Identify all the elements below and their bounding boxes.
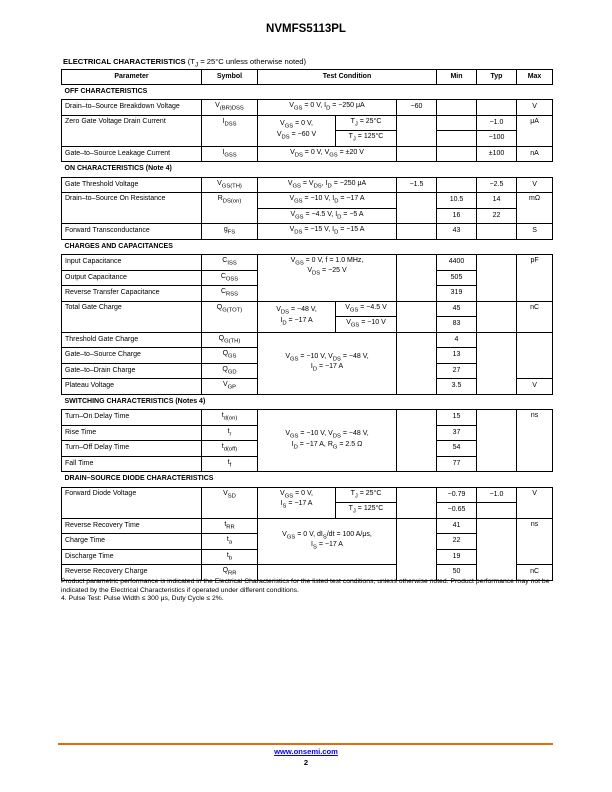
max-idss-a: −1.0 <box>477 115 517 131</box>
max-rr <box>477 518 517 580</box>
sym-crss: $C_{RSS}$ <box>202 286 258 302</box>
param-qg: Total Gate Charge <box>62 301 202 332</box>
param-qrr: Reverse Recovery Charge <box>62 565 202 581</box>
footer-divider <box>58 743 553 745</box>
part-number-title: NVMFS5113PL <box>266 23 346 35</box>
section-title <box>63 57 306 69</box>
row-qg-a <box>62 301 553 317</box>
unit-cap: pF <box>517 255 553 302</box>
cond-qg: $V_{DS} = -48$ V, $I_D = -17$ A <box>258 301 336 332</box>
unit-qrr: nC <box>517 565 553 581</box>
sym-qg: $Q_{G(TOT)}$ <box>202 301 258 332</box>
min-cap <box>397 255 437 302</box>
typ-vgp: 3.5 <box>437 379 477 395</box>
min-qg <box>397 301 437 332</box>
cond-vsd-a: $T_J = 25^\circ C$ <box>336 487 397 503</box>
sym-qgs: $Q_{GS}$ <box>202 348 258 364</box>
sym-ciss: $C_{ISS}$ <box>202 255 258 271</box>
param-gfs: Forward Transconductance <box>62 224 202 240</box>
typ-trr: 41 <box>437 518 477 534</box>
typ-ciss: 4400 <box>437 255 477 271</box>
col-header-symbol: Symbol <box>202 70 258 85</box>
typ-tr: 37 <box>437 425 477 441</box>
typ-crss: 319 <box>437 286 477 302</box>
cond-igss: $V_{DS} = 0$ V, $V_{GS} = \pm 20$ V <box>258 146 397 162</box>
unit-vsd: V <box>517 487 553 518</box>
param-tdon: Turn–On Delay Time <box>62 410 202 426</box>
group-off: OFF CHARACTERISTICS <box>62 84 553 100</box>
max-rdson-a: 14 <box>477 193 517 209</box>
max-bvdss <box>477 100 517 116</box>
typ-gfs: 43 <box>437 224 477 240</box>
sym-idss: $I_{DSS}$ <box>202 115 258 146</box>
max-gfs <box>477 224 517 240</box>
param-vgsth: Gate Threshold Voltage <box>62 177 202 193</box>
row-tdon <box>62 410 553 426</box>
typ-tdon: 15 <box>437 410 477 426</box>
max-qgx <box>477 332 517 394</box>
param-vsd: Forward Diode Voltage <box>62 487 202 518</box>
row-bvdss <box>62 100 553 116</box>
param-ta: Charge Time <box>62 534 202 550</box>
min-rr <box>397 518 437 580</box>
group-charges: CHARGES AND CAPACITANCES <box>62 239 553 255</box>
max-vgsth: −2.5 <box>477 177 517 193</box>
min-gfs <box>397 224 437 240</box>
param-qgd: Gate–to–Drain Charge <box>62 363 202 379</box>
sym-gfs: $g_{FS}$ <box>202 224 258 240</box>
param-tb: Discharge Time <box>62 549 202 565</box>
cond-idss-a: $T_J = 25^\circ C$ <box>336 115 397 131</box>
typ-qgs: 13 <box>437 348 477 364</box>
row-qgth <box>62 332 553 348</box>
typ-idss-b <box>437 131 477 147</box>
param-tf: Fall Time <box>62 456 202 472</box>
sym-bvdss: $V_{(BR)DSS}$ <box>202 100 258 116</box>
cond-gate-charge: $V_{GS} = -10$ V, $V_{DS} = -48$ V, $I_D = -17$ A <box>258 332 397 394</box>
cond-qg-b: $V_{GS} = -10$ V <box>336 317 397 333</box>
param-qgth: Threshold Gate Charge <box>62 332 202 348</box>
cond-recovery: $V_{GS} = 0$ V, $dI_S/dt = 100$ A/μs, $I_S = -17$ A <box>258 518 397 565</box>
min-bvdss: −60 <box>397 100 437 116</box>
cond-switching: $V_{GS} = -10$ V, $V_{DS} = -48$ V, $I_D = -17$ A, $R_G = 2.5$ Ω <box>258 410 397 472</box>
max-vsd-b <box>477 503 517 519</box>
typ-vsd-b: −0.65 <box>437 503 477 519</box>
min-sw <box>397 410 437 472</box>
param-vgp: Plateau Voltage <box>62 379 202 395</box>
col-header-max: Max <box>517 70 553 85</box>
col-header-test-condition: Test Condition <box>258 70 437 85</box>
cond-vsd: $V_{GS} = 0$ V, $I_S = -17$ A <box>258 487 336 518</box>
cond-bvdss: $V_{GS} = 0$ V, $I_D = -250$ μA <box>258 100 397 116</box>
typ-vsd-a: −0.79 <box>437 487 477 503</box>
min-idss <box>397 115 437 146</box>
sym-qrr: $Q_{RR}$ <box>202 565 258 581</box>
sym-vsd: $V_{SD}$ <box>202 487 258 518</box>
typ-qgth: 4 <box>437 332 477 348</box>
unit-vgsth: V <box>517 177 553 193</box>
param-qgs: Gate–to–Source Charge <box>62 348 202 364</box>
sym-igss: $I_{GSS}$ <box>202 146 258 162</box>
characteristics-body <box>61 84 553 581</box>
cond-vgsth: $V_{GS} = V_{DS}$, $I_D = -250$ μA <box>258 177 397 193</box>
sym-tf: $t_f$ <box>202 456 258 472</box>
unit-qgx <box>517 332 553 379</box>
max-sw <box>477 410 517 472</box>
typ-qg-b: 83 <box>437 317 477 333</box>
unit-bvdss: V <box>517 100 553 116</box>
cond-gfs: $V_{DS} = -15$ V, $I_D = -15$ A <box>258 224 397 240</box>
param-coss: Output Capacitance <box>62 270 202 286</box>
disclaimer-text: Product parametric performance is indicated in the Electrical Characteristics for the listed test conditions, unless otherwise noted. Product performance may not be indicated by the Electrical Characteristics if operated under different conditions. <box>61 578 550 594</box>
unit-trr: ns <box>517 518 553 565</box>
typ-ta: 22 <box>437 534 477 550</box>
param-tr: Rise Time <box>62 425 202 441</box>
col-header-typ: Typ <box>477 70 517 85</box>
cond-idss: $V_{GS} = 0$ V, $V_{DS} = -60$ V <box>258 115 336 146</box>
group-diode: DRAIN–SOURCE DIODE CHARACTERISTICS <box>62 472 553 488</box>
row-trr <box>62 518 553 534</box>
param-bvdss: Drain–to–Source Breakdown Voltage <box>62 100 202 116</box>
unit-rdson: mΩ <box>517 193 553 224</box>
unit-sw: ns <box>517 410 553 472</box>
cond-vsd-b: $T_J = 125^\circ C$ <box>336 503 397 519</box>
cond-capacitance: $V_{GS} = 0$ V, f = 1.0 MHz, $V_{DS} = -25$ V <box>258 255 397 302</box>
row-idss-a <box>62 115 553 131</box>
typ-tb: 19 <box>437 549 477 565</box>
param-trr: Reverse Recovery Time <box>62 518 202 534</box>
note-4: 4. Pulse Test: Pulse Width ≤ 300 μs, Duty Cycle ≤ 2%. <box>61 595 224 603</box>
section-condition: ($T_J = 25^\circ C$ unless otherwise noted) <box>187 57 307 69</box>
cond-rdson-a: $V_{GS} = -10$ V, $I_D = -17$ A <box>258 193 397 209</box>
typ-qgd: 27 <box>437 363 477 379</box>
typ-rdson-a: 10.5 <box>437 193 477 209</box>
param-crss: Reverse Transfer Capacitance <box>62 286 202 302</box>
typ-idss-a <box>437 115 477 131</box>
max-qg <box>477 301 517 332</box>
param-idss: Zero Gate Voltage Drain Current <box>62 115 202 146</box>
typ-qrr: 50 <box>437 565 477 581</box>
max-idss-b: −100 <box>477 131 517 147</box>
min-qgx <box>397 332 437 394</box>
col-header-min: Min <box>437 70 477 85</box>
unit-vgp: V <box>517 379 553 395</box>
group-switching: SWITCHING CHARACTERISTICS (Notes 4) <box>62 394 553 410</box>
row-ciss <box>62 255 553 271</box>
sym-tdon: $t_{d(on)}$ <box>202 410 258 426</box>
row-igss <box>62 146 553 162</box>
cond-rdson-b: $V_{GS} = -4.5$ V, $I_D = -5$ A <box>258 208 397 224</box>
row-gfs <box>62 224 553 240</box>
param-ciss: Input Capacitance <box>62 255 202 271</box>
min-rdson <box>397 193 437 224</box>
section-title-text: ELECTRICAL CHARACTERISTICS <box>63 57 186 66</box>
typ-qg-a: 45 <box>437 301 477 317</box>
param-rdson: Drain–to–Source On Resistance <box>62 193 202 224</box>
typ-rdson-b: 16 <box>437 208 477 224</box>
param-tdoff: Turn–Off Delay Time <box>62 441 202 457</box>
unit-qg: nC <box>517 301 553 332</box>
typ-tf: 77 <box>437 456 477 472</box>
max-cap <box>477 255 517 302</box>
sym-coss: $C_{OSS}$ <box>202 270 258 286</box>
min-vgsth: −1.5 <box>397 177 437 193</box>
sym-tdoff: $t_{d(off)}$ <box>202 441 258 457</box>
typ-tdoff: 54 <box>437 441 477 457</box>
group-on: ON CHARACTERISTICS (Note 4) <box>62 162 553 178</box>
sym-tr: $t_r$ <box>202 425 258 441</box>
notes <box>61 578 556 604</box>
unit-idss: μA <box>517 115 553 146</box>
unit-gfs: S <box>517 224 553 240</box>
sym-rdson: $R_{DS(on)}$ <box>202 193 258 224</box>
max-igss: ±100 <box>477 146 517 162</box>
row-rdson-a <box>62 193 553 209</box>
min-igss <box>397 146 437 162</box>
typ-coss: 505 <box>437 270 477 286</box>
sym-trr: $t_{RR}$ <box>202 518 258 534</box>
row-vsd-a <box>62 487 553 503</box>
typ-vgsth <box>437 177 477 193</box>
unit-igss: nA <box>517 146 553 162</box>
sym-qgth: $Q_{G(TH)}$ <box>202 332 258 348</box>
min-vsd <box>397 487 437 518</box>
footer-url-link[interactable]: www.onsemi.com <box>274 747 338 756</box>
max-vsd-a: −1.0 <box>477 487 517 503</box>
sym-qgd: $Q_{GD}$ <box>202 363 258 379</box>
cond-idss-b: $T_J = 125^\circ C$ <box>336 131 397 147</box>
page-number: 2 <box>303 758 309 767</box>
sym-tb: $t_b$ <box>202 549 258 565</box>
col-header-parameter: Parameter <box>62 70 202 85</box>
sym-vgp: $V_{GP}$ <box>202 379 258 395</box>
table-header-row <box>62 70 553 85</box>
sym-ta: $t_a$ <box>202 534 258 550</box>
max-rdson-b: 22 <box>477 208 517 224</box>
row-vgsth <box>62 177 553 193</box>
typ-igss <box>437 146 477 162</box>
sym-vgsth: $V_{GS(TH)}$ <box>202 177 258 193</box>
typ-bvdss <box>437 100 477 116</box>
cond-qg-a: $V_{GS} = -4.5$ V <box>336 301 397 317</box>
param-igss: Gate–to–Source Leakage Current <box>62 146 202 162</box>
